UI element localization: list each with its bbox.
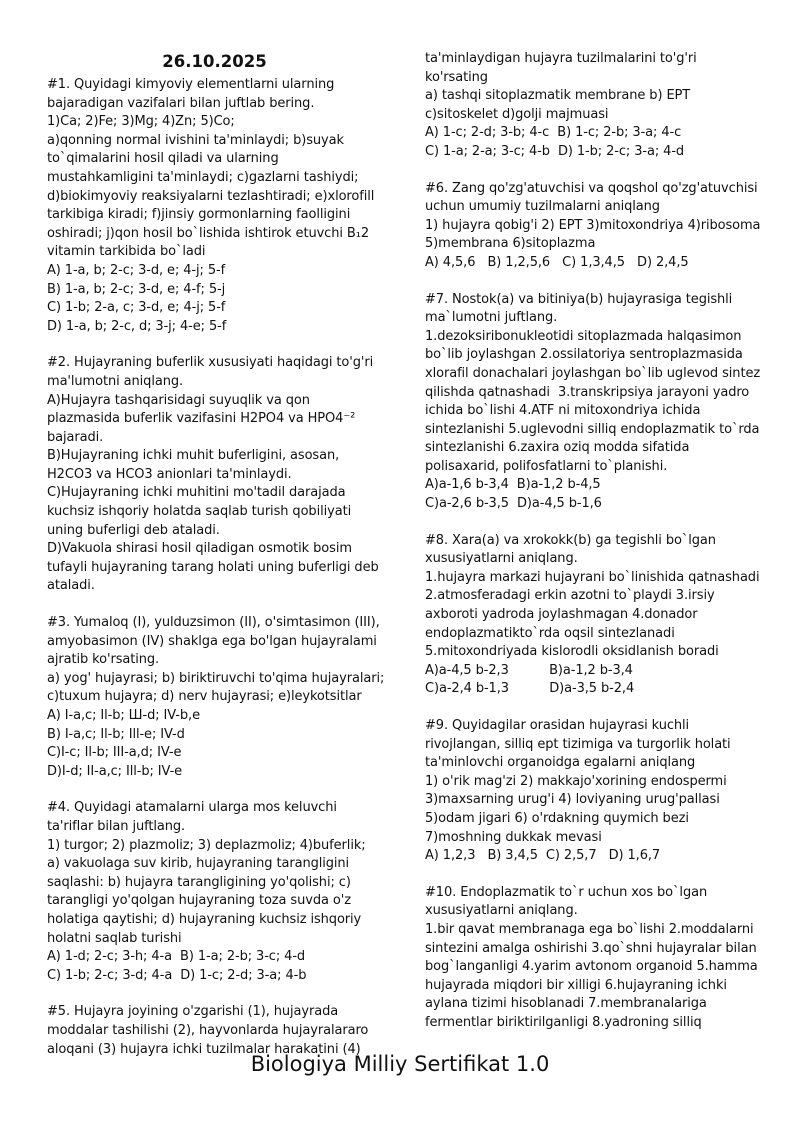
question-line: C)a-2,4 b-1,3 D)a-3,5 b-2,4: [425, 681, 635, 697]
question-line: a) yog' hujayrasi; b) biriktiruvchi to'qima hujayralari;: [47, 670, 385, 686]
question-line: 3)maxsarning urug'i 4) loviyaning urug'pallasi: [425, 792, 720, 808]
question-line: 1.dezoksiribonukleotidi sitoplazmada halqasimon: [425, 328, 742, 344]
question-line: ko'rsating: [425, 69, 488, 85]
right-column: [425, 50, 770, 1051]
question-line: bog`langanligi 4.yarim avtonom organoid 5.hamma: [425, 959, 758, 975]
question-line: 1) o'rik mag'zi 2) makkajo'xorining endospermi: [425, 773, 727, 789]
question-line: D)Vakuola shirasi hosil qiladigan osmotik bosim: [47, 541, 352, 557]
question-line: uchun umumiy tuzilmalarni aniqlang: [425, 199, 660, 215]
question-line: holatiga qaytishi; d) hujayraning kuchsiz ishqoriy: [47, 911, 362, 927]
question-q7: [425, 291, 770, 514]
question-line: c)tuxum hujayra; d) nerv hujayrasi; e)leykotsitlar: [47, 689, 362, 705]
question-q10: [425, 884, 770, 1033]
question-line: 2.atmosferadagi erkin azotni to`playdi 3.irsiy: [425, 588, 715, 604]
question-line: A)a-1,6 b-3,4 B)a-1,2 b-4,5: [425, 477, 601, 493]
question-q6: [425, 180, 770, 273]
question-line: rivojlangan, silliq ept tizimiga va turgorlik holati: [425, 736, 731, 752]
question-q1: [47, 76, 392, 336]
question-line: C) 1-b; 2-c; 3-d; 4-a D) 1-c; 2-d; 3-a; 4-b: [47, 967, 307, 983]
question-line: a) vakuolaga suv kirib, hujayraning tarangligini: [47, 856, 350, 872]
question-line: A) 1-a, b; 2-c; 3-d, e; 4-j; 5-f: [47, 262, 226, 278]
question-line: #10. Endoplazmatik to`r uchun xos bo`lgan: [425, 884, 708, 900]
question-line: A) 1-c; 2-d; 3-b; 4-c B) 1-c; 2-b; 3-a; 4-c: [425, 125, 682, 141]
question-line: amyobasimon (IV) shaklga ega bo'lgan hujayralami: [47, 633, 377, 649]
question-line: C)a-2,6 b-3,5 D)a-4,5 b-1,6: [425, 496, 602, 512]
question-line: ta'minlaydigan hujayra tuzilmalarini to'g'ri: [425, 51, 697, 66]
question-line: c)sitoskelet d)golji majmuasi: [425, 106, 609, 122]
question-q4: [47, 799, 392, 985]
question-line: 7)moshning dukkak mevasi: [425, 829, 602, 845]
question-line: B) 1-a, b; 2-c; 3-d, e; 4-f; 5-j: [47, 281, 226, 297]
question-line: ta'riflar bilan juftlang.: [47, 818, 186, 834]
question-line: 1.bir qavat membranaga ega bo`lishi 2.moddalarni: [425, 921, 754, 937]
question-line: #3. Yumaloq (I), yulduzsimon (II), o'simtasimon (III),: [47, 615, 380, 631]
question-q2: [47, 354, 392, 596]
question-line: 5.mitoxondriyada kislorodli oksidlanish boradi: [425, 644, 719, 660]
question-line: C) 1-b; 2-a, c; 3-d, e; 4-j; 5-f: [47, 300, 226, 316]
question-line: xlorafil donachalari joylashgan bo`lib uglevod sintez: [425, 365, 761, 381]
question-line: oshiradi; j)qon hosil bo`lishida ishtirok etuvchi B₁2: [47, 225, 370, 241]
question-q5-cont: [425, 50, 770, 162]
question-line: qilishda qatnashadi 3.transkripsiya jarayoni yadro: [425, 384, 750, 400]
question-line: vitamin tarkibida bo`ladi: [47, 244, 206, 260]
question-line: D)I-d; II-a,c; Ill-b; IV-e: [47, 763, 183, 779]
question-line: aylana tizimi hisoblanadi 7.membranalariga: [425, 996, 707, 1012]
question-line: #7. Nostok(a) va bitiniya(b) hujayrasiga tegishli: [425, 291, 733, 307]
question-line: saqlashi: b) hujayra tarangligining yo'qolishi; c): [47, 874, 351, 890]
question-line: D) 1-a, b; 2-c, d; 3-j; 4-e; 5-f: [47, 318, 227, 334]
question-line: hujayrada miqdori bir xilligi 6.hujayraning ichki: [425, 977, 727, 993]
question-line: fermentlar biriktirilganligi 8.yadroning silliq: [425, 1014, 702, 1030]
question-line: sintezlanishi 5.uglevodni silliq endoplazmatik to`rda: [425, 421, 760, 437]
question-line: C)I-c; Il-b; III-a,d; IV-e: [47, 745, 182, 761]
question-line: 1) hujayra qobig'i 2) EPT 3)mitoxondriya 4)ribosoma: [425, 217, 761, 233]
question-line: #1. Quyidagi kimyoviy elementlarni ularning: [47, 77, 335, 92]
question-line: 5)membrana 6)sitoplazma: [425, 236, 596, 252]
question-line: #4. Quyidagi atamalarni ularga mos keluvchi: [47, 800, 337, 816]
question-line: xususiyatlarni aniqlang.: [425, 903, 578, 919]
question-line: sintezini amalga oshirishi 3.qo`shni hujayralar bilan: [425, 940, 757, 956]
question-line: uning buferligi deb ataladi.: [47, 522, 220, 538]
question-q3: [47, 614, 392, 781]
question-line: #5. Hujayra joyining o'zgarishi (1), hujayrada: [47, 1004, 339, 1020]
question-q5: [47, 1003, 392, 1059]
question-line: 1) turgor; 2) plazmoliz; 3) deplazmoliz; 4)buferlik;: [47, 837, 366, 853]
question-line: A) I-a,c; Il-b; Ш-d; IV-b,e: [47, 708, 200, 723]
question-line: bo`lib joylashgan 2.ossilatoriya sentroplazmasida: [425, 347, 743, 363]
left-column: [47, 76, 392, 1077]
page-date: 26.10.2025: [162, 52, 267, 71]
question-line: aloqani (3) hujayra ichki tuzilmalar harakatini (4): [47, 1041, 361, 1057]
question-line: #6. Zang qo'zg'atuvchisi va qoqshol qo'zg'atuvchisi: [425, 180, 758, 196]
question-line: d)biokimyoviy reaksiyalarni tezlashtiradi; e)xlorofill: [47, 188, 375, 204]
question-line: sintezlanishi 6.zaxira oziq modda sifatida: [425, 440, 690, 456]
question-line: a)qonning normal ivishini ta'minlaydi; b)suyak: [47, 132, 344, 148]
question-line: ataladi.: [47, 578, 95, 594]
question-line: 1)Ca; 2)Fe; 3)Mg; 4)Zn; 5)Co;: [47, 114, 235, 130]
question-line: C) 1-a; 2-a; 3-c; 4-b D) 1-b; 2-c; 3-a; 4-d: [425, 143, 685, 159]
question-line: moddalar tashilishi (2), hayvonlarda hujayralararo: [47, 1022, 369, 1038]
question-q8: [425, 532, 770, 699]
question-line: polisaxarid, polifosfatlarni to`planishi.: [425, 458, 668, 474]
question-line: A)a-4,5 b-2,3 B)a-1,2 b-3,4: [425, 662, 633, 678]
question-line: 1.hujayra markazi hujayrani bo`linishida qatnashadi: [425, 569, 760, 585]
question-line: holatni saqlab turishi: [47, 930, 182, 946]
question-line: ta'minlovchi organoidga egalarni aniqlang: [425, 755, 696, 771]
question-line: #9. Quyidagilar orasidan hujayrasi kuchli: [425, 718, 690, 733]
question-line: C)Hujayraning ichki muhitini mo'tadil darajada: [47, 485, 346, 501]
question-line: plazmasida buferlik vazifasini H2PO4 va HPO4⁻²: [47, 411, 356, 427]
question-line: bajaradi.: [47, 429, 104, 445]
question-line: H2CO3 va HCO3 anionlari ta'minlaydi.: [47, 466, 292, 482]
question-line: B) I-a,c; Il-b; Ill-e; IV-d: [47, 726, 185, 742]
question-line: xususiyatlarni aniqlang.: [425, 551, 578, 567]
question-line: #8. Xara(a) va xrokokk(b) ga tegishli bo`lgan: [425, 532, 716, 548]
question-line: ajratib ko'rsating.: [47, 652, 160, 668]
question-line: ma'lumotni aniqlang.: [47, 373, 184, 389]
question-line: ichida bo`lishi 4.ATF ni mitoxondriya ichida: [425, 403, 701, 419]
footer-title: Biologiya Milliy Sertifikat 1.0: [250, 1052, 550, 1076]
question-q9: [425, 717, 770, 866]
question-line: A) 4,5,6 B) 1,2,5,6 C) 1,3,4,5 D) 2,4,5: [425, 254, 689, 270]
question-line: #2. Hujayraning buferlik xususiyati haqidagi to'g'ri: [47, 355, 374, 371]
question-line: bajaradigan vazifalari bilan juftlab bering.: [47, 95, 315, 111]
question-line: B)Hujayraning ichki muhit buferligini, asosan,: [47, 448, 340, 464]
question-line: mustahkamligini ta'minlaydi; c)gazlarni tashiydi;: [47, 169, 359, 185]
question-line: tufayli hujayraning tarang holati uning buferligi deb: [47, 559, 379, 575]
question-line: tarangligi yo'qolgan hujayraning toza suvda o'z: [47, 893, 351, 909]
question-line: A)Hujayra tashqarisidagi suyuqlik va qon: [47, 392, 310, 408]
question-line: a) tashqi sitoplazmatik membrane b) EPT: [425, 88, 691, 104]
question-line: 5)odam jigari 6) o'rdakning quymich bezi: [425, 810, 689, 826]
question-line: axboroti yadroda joylashmagan 4.donador: [425, 607, 698, 623]
question-line: to`qimalarini hosil qiladi va ularning: [47, 151, 279, 167]
question-line: A) 1,2,3 B) 3,4,5 C) 2,5,7 D) 1,6,7: [425, 848, 661, 864]
question-line: tarkibiga kiradi; f)jinsiy gormonlarning faolligini: [47, 207, 351, 223]
question-line: kuchsiz ishqoriy holatda saqlab turish qobiliyati: [47, 504, 352, 520]
question-line: A) 1-d; 2-c; 3-h; 4-a B) 1-a; 2-b; 3-c; 4-d: [47, 949, 306, 965]
question-line: ma`lumotni juftlang.: [425, 310, 558, 326]
question-line: endoplazmatikto`rda oqsil sintezlanadi: [425, 625, 675, 641]
